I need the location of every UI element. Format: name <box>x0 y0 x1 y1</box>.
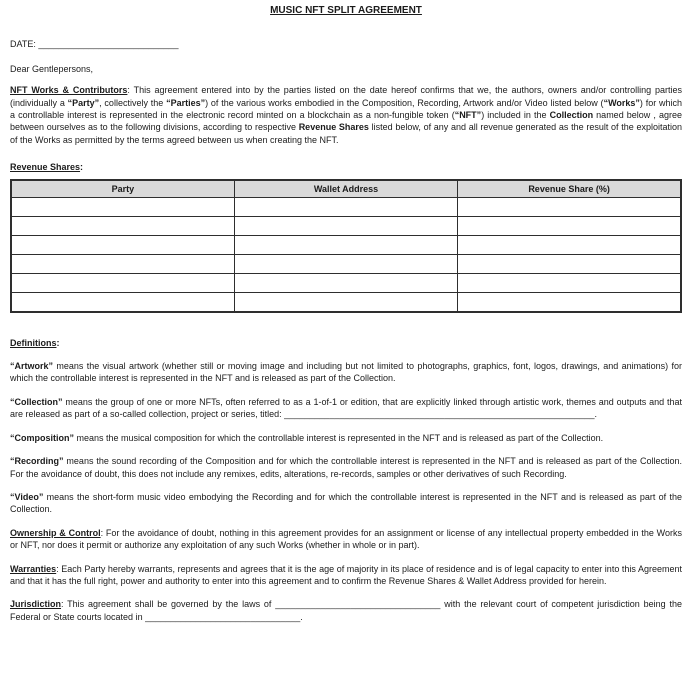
table-row <box>11 274 681 293</box>
table-cell <box>234 255 457 274</box>
table-cell <box>234 217 457 236</box>
table-header-row <box>11 180 681 198</box>
heading-revenue-shares: Revenue Shares: <box>10 162 84 173</box>
table-cell <box>458 236 681 255</box>
table-cell <box>11 236 234 255</box>
paragraph-collection-definition: “Collection” means the group of one or more NFTs, often referred to as a 1-of-1 or edition, that are explicitly linked through artistic work, themes and outputs and that are released as part of a so-called collection, project or series, titled: ______________________________________________________________. <box>10 396 682 420</box>
table-cell <box>11 217 234 236</box>
paragraph-nft-works-contributors: NFT Works & Contributors: This agreement entered into by the parties listed on the date hereof confirms that we, the authors, owners and/or controlling parties (individually a “Party”, collectively the “Parties”) of the various works embodied in the Composition, Recording, Artwork and/or Video listed below (“Works”) for which a controllable interest is represented in the electronic record minted on a blockchain as a non-fungible token (“NFT”) included in the Collection named below , agree between ourselves as to the following divisions, according to respective Revenue Shares listed below, of any and all revenue generated as the result of the exploitation of the Works as permitted by the terms agreed between us when creating the NFT. <box>10 85 683 145</box>
revenue-shares-table-body <box>11 198 681 312</box>
paragraph-ownership-control: Ownership & Control: For the avoidance of doubt, nothing in this agreement provides for an assignment or license of any intellectual property embedded in the Works or NFT, nor does it permit or authorize any exploitation of any such Works (whether in whole or in part). <box>10 527 682 551</box>
table-cell <box>458 293 681 312</box>
table-cell <box>458 274 681 293</box>
paragraph-warranties: Warranties: Each Party hereby warrants, represents and agrees that it is the age of majority in its place of residence and is of legal capacity to enter into this Agreement and that it has the full right, power and authority to enter into this agreement and to confirm the Revenue Shares & Wallet Address provided for herein. <box>10 563 682 586</box>
paragraph-composition-definition: “Composition” means the musical composition for which the controllable interest is represented in the NFT and is released as part of the Collection. <box>10 432 604 443</box>
table-cell <box>11 274 234 293</box>
table-header-cell-party: Party <box>11 180 234 198</box>
table-cell <box>234 293 457 312</box>
table-row <box>11 198 681 217</box>
revenue-shares-table <box>10 179 682 313</box>
table-cell <box>11 255 234 274</box>
table-cell <box>11 198 234 217</box>
table-cell <box>234 198 457 217</box>
table-row <box>11 293 681 312</box>
table-header-cell-revenue-share: Revenue Share (%) <box>458 180 681 198</box>
table-cell <box>458 255 681 274</box>
paragraph-recording-definition: “Recording” means the sound recording of the Composition and for which the controllable interest is represented in the NFT and is released as part of the Collection. For the avoidance of doubt, this does not include any remixes, edits, alterations, re-records, samples or other derivatives of such Recording. <box>10 456 682 479</box>
date-line: DATE: ____________________________ <box>10 39 179 50</box>
paragraph-video-definition: “Video” means the short-form music video embodying the Recording and for which the controllable interest is represented in the NFT and is released as part of the Collection. <box>10 491 682 515</box>
table-header-cell-wallet-address: Wallet Address <box>234 180 457 198</box>
paragraph-artwork-definition: “Artwork” means the visual artwork (whether still or moving image and including but not limited to photographs, graphics, font, logos, drawings, and animations) for which the controllable interest is represented in the NFT and is released as part of the Collection. <box>10 361 682 384</box>
heading-definitions: Definitions: <box>10 337 60 348</box>
table-cell <box>234 274 457 293</box>
table-cell <box>458 217 681 236</box>
paragraph-jurisdiction: Jurisdiction: This agreement shall be governed by the laws of _________________________________ with the relevant court of competent jurisdiction being the Federal or State courts located in _______________________________. <box>10 599 682 622</box>
table-cell <box>458 198 681 217</box>
table-cell <box>11 293 234 312</box>
table-row <box>11 236 681 255</box>
table-row <box>11 255 681 274</box>
table-cell <box>234 236 457 255</box>
salutation: Dear Gentlepersons, <box>10 63 94 74</box>
document-title: MUSIC NFT SPLIT AGREEMENT <box>270 5 422 16</box>
table-row <box>11 217 681 236</box>
